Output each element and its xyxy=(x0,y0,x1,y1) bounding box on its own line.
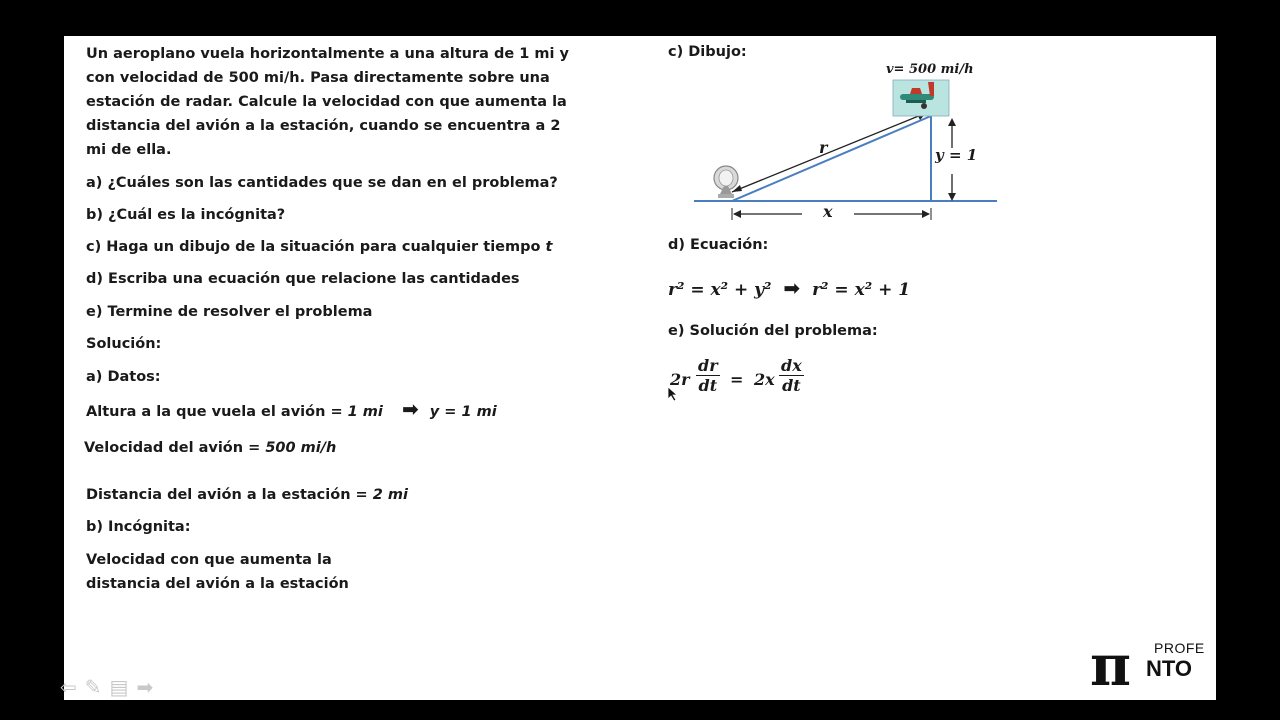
solution-e-heading: e) Solución del problema: xyxy=(668,323,878,339)
incognita-line-2: distancia del avión a la estación xyxy=(86,576,349,592)
y-label: y = 1 xyxy=(935,146,978,164)
num-left: dr xyxy=(698,356,718,375)
den-right: dt xyxy=(779,375,804,395)
notes-icon[interactable]: ▤ xyxy=(109,675,129,699)
question-d: d) Escriba una ecuación que relacione las cantidades xyxy=(86,271,520,287)
coef-right: 2x xyxy=(754,370,775,389)
question-c-var: t xyxy=(545,239,553,255)
logo-nto: NTO xyxy=(1146,656,1193,681)
problem-line-5: mi de ella. xyxy=(86,142,172,158)
y-arrowhead-up xyxy=(948,118,956,126)
y-arrowhead-down xyxy=(948,193,956,201)
velocidad-label: Velocidad del avión = xyxy=(84,440,266,456)
derivative-dx-dt xyxy=(779,356,804,395)
r-arrow xyxy=(732,113,926,192)
radar-diagram xyxy=(684,56,1024,228)
implies-arrow-icon: ➡ xyxy=(783,276,801,300)
distancia-line xyxy=(86,483,408,507)
question-a: a) ¿Cuáles son las cantidades que se dan en el problema? xyxy=(86,175,558,191)
forward-arrow-icon[interactable]: ➡ xyxy=(136,675,154,699)
num-right: dx xyxy=(781,356,802,375)
equation-left: r² = x² + y² xyxy=(668,280,772,300)
question-c xyxy=(86,235,552,259)
slide xyxy=(60,36,1216,700)
distancia-label: Distancia del avión a la estación = xyxy=(86,487,373,503)
equation-heading: d) Ecuación: xyxy=(668,237,769,253)
equation-line xyxy=(668,276,910,300)
mouse-cursor-icon xyxy=(667,386,679,402)
question-c-text: c) Haga un dibujo de la situación para cualquier tiempo xyxy=(86,239,546,255)
incognita-line-1: Velocidad con que aumenta la xyxy=(86,552,332,568)
r-label: r xyxy=(819,138,828,157)
velocity-label: v= 500 mi/h xyxy=(886,62,974,77)
altura-result: y = 1 mi xyxy=(429,404,497,420)
logo-profe: PROFE xyxy=(1154,640,1205,656)
drawing-heading: c) Dibujo: xyxy=(668,44,747,60)
problem-line-4: distancia del avión a la estación, cuando se encuentra a 2 xyxy=(86,118,561,134)
back-arrow-icon[interactable]: ⇦ xyxy=(60,675,77,699)
implies-arrow-icon: ➡ xyxy=(401,397,419,421)
equals-sign: = xyxy=(730,370,744,389)
airplane-icon xyxy=(893,80,949,116)
distance-line xyxy=(732,116,931,201)
datos-heading: a) Datos: xyxy=(86,369,161,385)
coef-left: 2r xyxy=(670,370,690,389)
altura-value: 1 mi xyxy=(347,404,383,420)
radar-dish-icon xyxy=(714,166,738,198)
altura-line xyxy=(86,397,497,424)
slideshow-toolbar xyxy=(60,676,153,698)
den-left: dt xyxy=(696,375,720,395)
distancia-value: 2 mi xyxy=(372,487,408,503)
incognita-heading: b) Incógnita: xyxy=(86,519,191,535)
solution-heading: Solución: xyxy=(86,336,162,352)
problem-line-1: Un aeroplano vuela horizontalmente a una altura de 1 mi y xyxy=(86,46,569,62)
derivative-dr-dt xyxy=(696,356,720,395)
problem-line-2: con velocidad de 500 mi/h. Pasa directamente sobre una xyxy=(86,70,550,86)
x-arrowhead-right xyxy=(922,210,930,218)
velocidad-line xyxy=(84,436,336,460)
logo-mark: π xyxy=(1090,633,1131,699)
question-e: e) Termine de resolver el problema xyxy=(86,304,373,320)
profe-tonto-logo xyxy=(1090,633,1210,699)
equation-right: r² = x² + 1 xyxy=(812,280,911,300)
x-arrowhead-left xyxy=(733,210,741,218)
x-label: x xyxy=(823,202,833,221)
question-b: b) ¿Cuál es la incógnita? xyxy=(86,207,286,223)
velocidad-value: 500 mi/h xyxy=(265,440,337,456)
altura-label: Altura a la que vuela el avión = xyxy=(86,404,348,420)
pencil-icon[interactable]: ✎ xyxy=(84,675,102,699)
problem-line-3: estación de radar. Calcule la velocidad con que aumenta la xyxy=(86,94,567,110)
